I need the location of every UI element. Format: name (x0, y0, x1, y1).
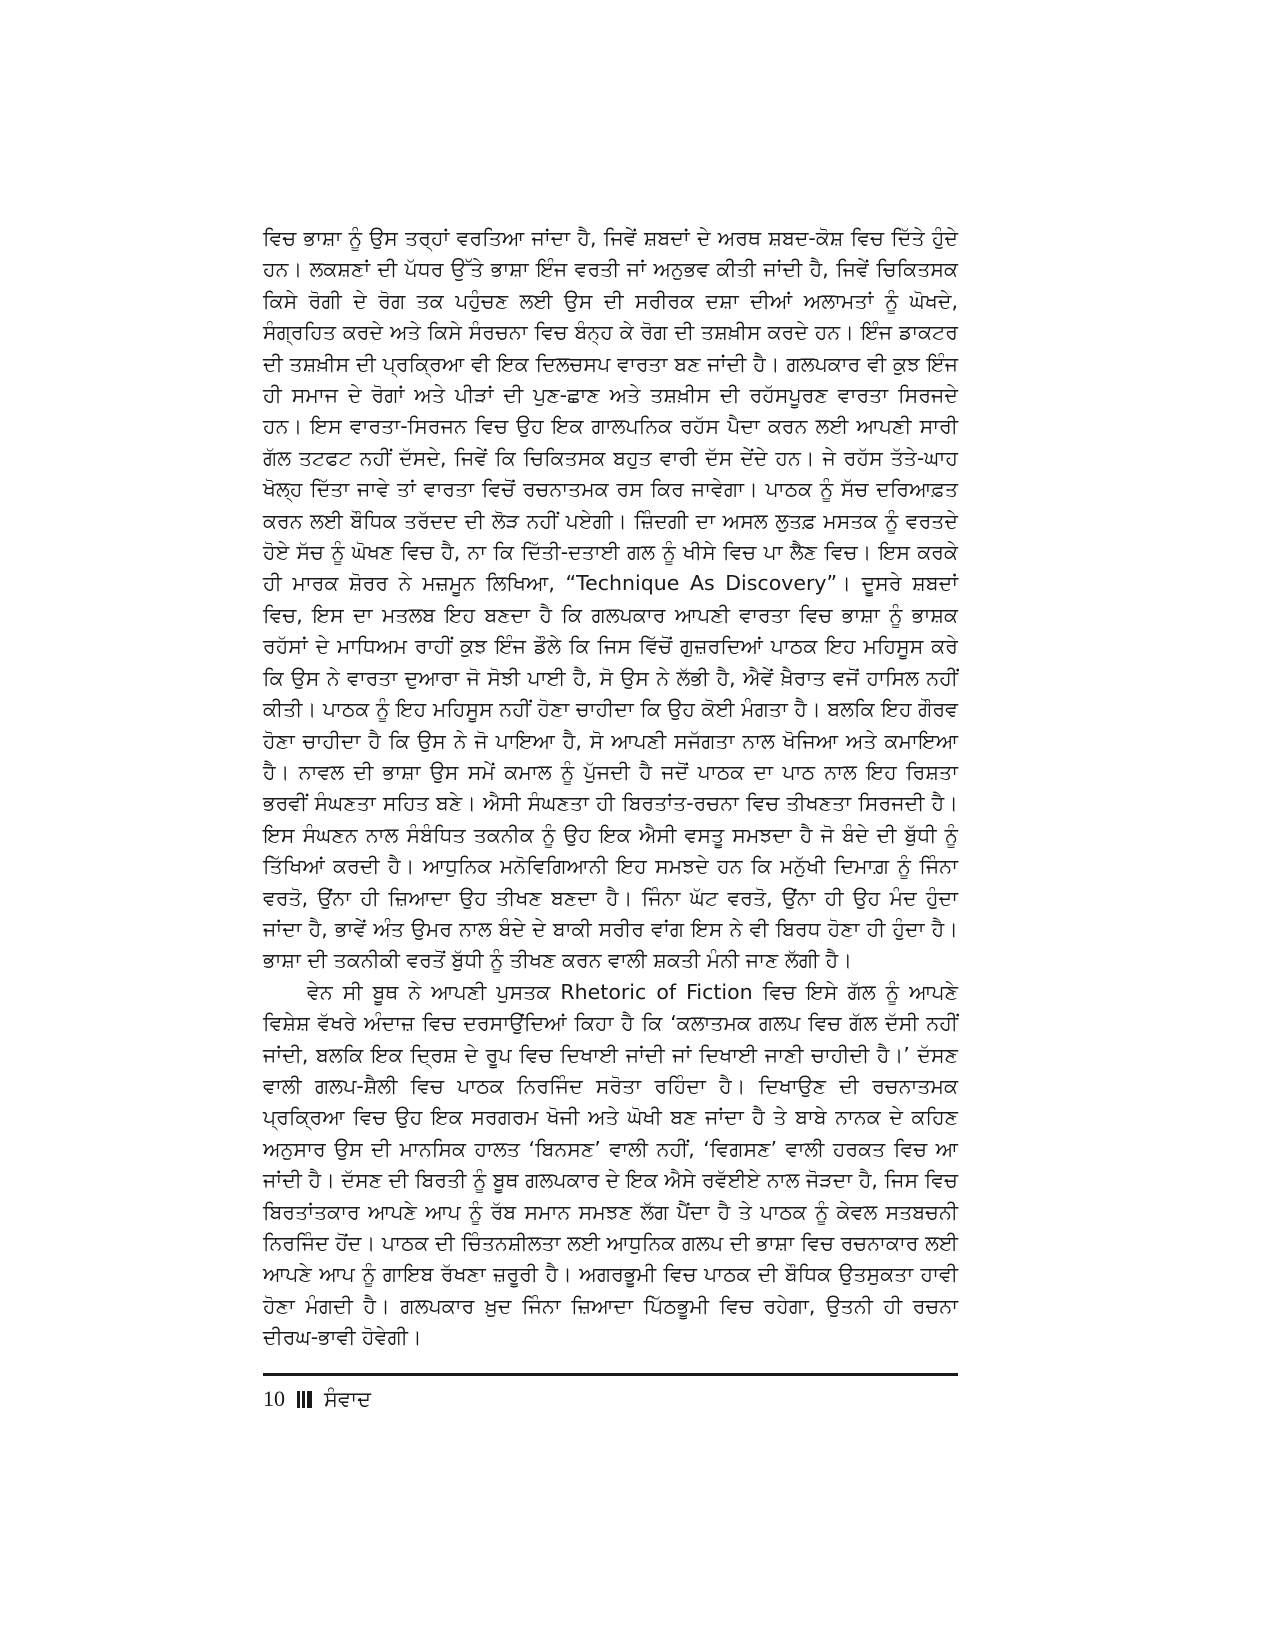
journal-name: ਸੰਵਾਦ (324, 1386, 372, 1411)
page-footer (263, 1384, 371, 1414)
paragraph-2: ਵੇਨ ਸੀ ਬੂਥ ਨੇ ਆਪਣੀ ਪੁਸਤਕ Rhetoric of Fiction ਵਿਚ ਇਸੇ ਗੱਲ ਨੂੰ ਆਪਣੇ ਵਿਸ਼ੇਸ਼ ਵੱਖਰੇ ਅੰਦਾਜ਼ ਵਿਚ ਦਰਸਾਉਂਦਿਆਂ ਕਿਹਾ ਹੈ ਕਿ ‘ਕਲਾਤਮਕ ਗਲਪ ਵਿਚ ਗੱਲ ਦੱਸੀ ਨਹੀਂ ਜਾਂਦੀ, ਬਲਕਿ ਇਕ ਦ੍ਰਿਸ਼ ਦੇ ਰੂਪ ਵਿਚ ਦਿਖਾਈ ਜਾਂਦੀ ਜਾਂ ਦਿਖਾਈ ਜਾਣੀ ਚਾਹੀਦੀ ਹੈ।’ ਦੱਸਣ ਵਾਲੀ ਗਲਪ-ਸ਼ੈਲੀ ਵਿਚ ਪਾਠਕ ਨਿਰਜਿੰਦ ਸਰੋਤਾ ਰਹਿੰਦਾ ਹੈ। ਦਿਖਾਉਣ ਦੀ ਰਚਨਾਤਮਕ ਪ੍ਰਕ੍ਰਿਆ ਵਿਚ ਉਹ ਇਕ ਸਰਗਰਮ ਖੋਜੀ ਅਤੇ ਘੋਖੀ ਬਣ ਜਾਂਦਾ ਹੈ ਤੇ ਬਾਬੇ ਨਾਨਕ ਦੇ ਕਹਿਣ ਅਨੁਸਾਰ ਉਸ ਦੀ ਮਾਨਸਿਕ ਹਾਲਤ ‘ਬਿਨਸਣ’ ਵਾਲੀ ਨਹੀਂ, ‘ਵਿਗਸਣ’ ਵਾਲੀ ਹਰਕਤ ਵਿਚ ਆ ਜਾਂਦੀ ਹੈ। ਦੱਸਣ ਦੀ ਬਿਰਤੀ ਨੂੰ ਬੂਥ ਗਲਪਕਾਰ ਦੇ ਇਕ ਐਸੇ ਰਵੱਈਏ ਨਾਲ ਜੋੜਦਾ ਹੈ, ਜਿਸ ਵਿਚ ਬਿਰਤਾਂਤਕਾਰ ਆਪਣੇ ਆਪ ਨੂੰ ਰੱਬ ਸਮਾਨ ਸਮਝਣ ਲੱਗ ਪੈਂਦਾ ਹੈ ਤੇ ਪਾਠਕ ਨੂੰ ਕੇਵਲ ਸਤਬਚਨੀ ਨਿਰਜਿੰਦ ਹੋਂਦ। ਪਾਠਕ ਦੀ ਚਿੰਤਨਸ਼ੀਲਤਾ ਲਈ ਆਧੁਨਿਕ ਗਲਪ ਦੀ ਭਾਸ਼ਾ ਵਿਚ ਰਚਨਾਕਾਰ ਲਈ ਆਪਣੇ ਆਪ ਨੂੰ ਗਾਇਬ ਰੱਖਣਾ ਜ਼ਰੂਰੀ ਹੈ। ਅਗਰਭੂਮੀ ਵਿਚ ਪਾਠਕ ਦੀ ਬੌਧਿਕ ਉਤਸੁਕਤਾ ਹਾਵੀ ਹੋਣਾ ਮੰਗਦੀ ਹੈ। ਗਲਪਕਾਰ ਖ਼ੁਦ ਜਿੰਨਾ ਜ਼ਿਆਦਾ ਪਿੱਠਭੂਮੀ ਵਿਚ ਰਹੇਗਾ, ਉਤਨੀ ਹੀ ਰਚਨਾ ਦੀਰਘ-ਭਾਵੀ ਹੋਵੇਗੀ। (263, 979, 958, 1350)
paragraph-1: ਵਿਚ ਭਾਸ਼ਾ ਨੂੰ ਉਸ ਤਰ੍ਹਾਂ ਵਰਤਿਆ ਜਾਂਦਾ ਹੈ, ਜਿਵੇਂ ਸ਼ਬਦਾਂ ਦੇ ਅਰਥ ਸ਼ਬਦ-ਕੋਸ਼ ਵਿਚ ਦਿੱਤੇ ਹੁੰਦੇ ਹਨ। ਲਕਸ਼ਣਾਂ ਦੀ ਪੱਧਰ ਉੱਤੇ ਭਾਸ਼ਾ ਇੰਜ ਵਰਤੀ ਜਾਂ ਅਨੁਭਵ ਕੀਤੀ ਜਾਂਦੀ ਹੈ, ਜਿਵੇਂ ਚਿਕਿਤਸਕ ਕਿਸੇ ਰੋਗੀ ਦੇ ਰੋਗ ਤਕ ਪਹੁੰਚਣ ਲਈ ਉਸ ਦੀ ਸਰੀਰਕ ਦਸ਼ਾ ਦੀਆਂ ਅਲਾਮਤਾਂ ਨੂੰ ਘੋਖਦੇ, ਸੰਗ੍ਰਹਿਤ ਕਰਦੇ ਅਤੇ ਕਿਸੇ ਸੰਰਚਨਾ ਵਿਚ ਬੰਨ੍ਹ ਕੇ ਰੋਗ ਦੀ ਤਸ਼ਖ਼ੀਸ ਕਰਦੇ ਹਨ। ਇੰਜ ਡਾਕਟਰ ਦੀ ਤਸ਼ਖ਼ੀਸ ਦੀ ਪ੍ਰਕ੍ਰਿਆ ਵੀ ਇਕ ਦਿਲਚਸਪ ਵਾਰਤਾ ਬਣ ਜਾਂਦੀ ਹੈ। ਗਲਪਕਾਰ ਵੀ ਕੁਝ ਇੰਜ ਹੀ ਸਮਾਜ ਦੇ ਰੋਗਾਂ ਅਤੇ ਪੀੜਾਂ ਦੀ ਪੁਣ-ਛਾਣ ਅਤੇ ਤਸ਼ਖ਼ੀਸ ਦੀ ਰਹੱਸਪੂਰਣ ਵਾਰਤਾ ਸਿਰਜਦੇ ਹਨ। ਇਸ ਵਾਰਤਾ-ਸਿਰਜਨ ਵਿਚ ਉਹ ਇਕ ਗਾਲਪਨਿਕ ਰਹੱਸ ਪੈਦਾ ਕਰਨ ਲਈ ਆਪਣੀ ਸਾਰੀ ਗੱਲ ਤਟਫਟ ਨਹੀਂ ਦੱਸਦੇ, ਜਿਵੇਂ ਕਿ ਚਿਕਿਤਸਕ ਬਹੁਤ ਵਾਰੀ ਦੱਸ ਦੇਂਦੇ ਹਨ। ਜੇ ਰਹੱਸ ਤੱਤੇ-ਘਾਹ ਖੋਲ੍ਹ ਦਿੱਤਾ ਜਾਵੇ ਤਾਂ ਵਾਰਤਾ ਵਿਚੋਂ ਰਚਨਾਤਮਕ ਰਸ ਕਿਰ ਜਾਵੇਗਾ। ਪਾਠਕ ਨੂੰ ਸੱਚ ਦਰਿਆਫ਼ਤ ਕਰਨ ਲਈ ਬੌਧਿਕ ਤਰੱਦਦ ਦੀ ਲੋੜ ਨਹੀਂ ਪਏਗੀ। ਜ਼ਿੰਦਗੀ ਦਾ ਅਸਲ ਲੁਤਫ਼ ਮਸਤਕ ਨੂੰ ਵਰਤਦੇ ਹੋਏ ਸੱਚ ਨੂੰ ਘੋਖਣ ਵਿਚ ਹੈ, ਨਾ ਕਿ ਦਿੱਤੀ-ਦਤਾਈ ਗਲ ਨੂੰ ਖੀਸੇ ਵਿਚ ਪਾ ਲੈਣ ਵਿਚ। ਇਸ ਕਰਕੇ ਹੀ ਮਾਰਕ ਸ਼ੋਰਰ ਨੇ ਮਜ਼ਮੂਨ ਲਿਖਿਆ, “Technique As Discovery”। ਦੂਸਰੇ ਸ਼ਬਦਾਂ ਵਿਚ, ਇਸ ਦਾ ਮਤਲਬ ਇਹ ਬਣਦਾ ਹੈ ਕਿ ਗਲਪਕਾਰ ਆਪਣੀ ਵਾਰਤਾ ਵਿਚ ਭਾਸ਼ਾ ਨੂੰ ਭਾਸ਼ਕ ਰਹੱਸਾਂ ਦੇ ਮਾਧਿਅਮ ਰਾਹੀਂ ਕੁਝ ਇੰਜ ਡੌਲੇ ਕਿ ਜਿਸ ਵਿੱਚੋਂ ਗੁਜ਼ਰਦਿਆਂ ਪਾਠਕ ਇਹ ਮਹਿਸੂਸ ਕਰੇ ਕਿ ਉਸ ਨੇ ਵਾਰਤਾ ਦੁਆਰਾ ਜੋ ਸੋਝੀ ਪਾਈ ਹੈ, ਸੋ ਉਸ ਨੇ ਲੱਭੀ ਹੈ, ਐਵੇਂ ਖ਼ੈਰਾਤ ਵਜੋਂ ਹਾਸਿਲ ਨਹੀਂ ਕੀਤੀ। ਪਾਠਕ ਨੂੰ ਇਹ ਮਹਿਸੂਸ ਨਹੀਂ ਹੋਣਾ ਚਾਹੀਦਾ ਕਿ ਉਹ ਕੋਈ ਮੰਗਤਾ ਹੈ। ਬਲਕਿ ਇਹ ਗੌਰਵ ਹੋਣਾ ਚਾਹੀਦਾ ਹੈ ਕਿ ਉਸ ਨੇ ਜੋ ਪਾਇਆ ਹੈ, ਸੋ ਆਪਣੀ ਸਜੱਗਤਾ ਨਾਲ ਖੋਜਿਆ ਅਤੇ ਕਮਾਇਆ ਹੈ। ਨਾਵਲ ਦੀ ਭਾਸ਼ਾ ਉਸ ਸਮੇਂ ਕਮਾਲ ਨੂੰ ਪੁੱਜਦੀ ਹੈ ਜਦੋਂ ਪਾਠਕ ਦਾ ਪਾਠ ਨਾਲ ਇਹ ਰਿਸ਼ਤਾ ਭਰਵੀਂ ਸੰਘਣਤਾ ਸਹਿਤ ਬਣੇ। ਐਸੀ ਸੰਘਣਤਾ ਹੀ ਬਿਰਤਾਂਤ-ਰਚਨਾ ਵਿਚ ਤੀਖਣਤਾ ਸਿਰਜਦੀ ਹੈ। ਇਸ ਸੰਘਣਨ ਨਾਲ ਸੰਬੰਧਿਤ ਤਕਨੀਕ ਨੂੰ ਉਹ ਇਕ ਐਸੀ ਵਸਤੂ ਸਮਝਦਾ ਹੈ ਜੋ ਬੰਦੇ ਦੀ ਬੁੱਧੀ ਨੂੰ ਤਿੱਖਿਆਂ ਕਰਦੀ ਹੈ। ਆਧੁਨਿਕ ਮਨੋਵਿਗਿਆਨੀ ਇਹ ਸਮਝਦੇ ਹਨ ਕਿ ਮਨੁੱਖੀ ਦਿਮਾਗ਼ ਨੂੰ ਜਿੰਨਾ ਵਰਤੋ, ਉਂਨਾ ਹੀ ਜ਼ਿਆਦਾ ਉਹ ਤੀਖਣ ਬਣਦਾ ਹੈ। ਜਿੰਨਾ ਘੱਟ ਵਰਤੋ, ਉਂਨਾ ਹੀ ਉਹ ਮੰਦ ਹੁੰਦਾ ਜਾਂਦਾ ਹੈ, ਭਾਵੇਂ ਅੰਤ ਉਮਰ ਨਾਲ ਬੰਦੇ ਦੇ ਬਾਕੀ ਸਰੀਰ ਵਾਂਗ ਇਸ ਨੇ ਵੀ ਬਿਰਧ ਹੋਣਾ ਹੀ ਹੁੰਦਾ ਹੈ। ਭਾਸ਼ਾ ਦੀ ਤਕਨੀਕੀ ਵਰਤੋਂ ਬੁੱਧੀ ਨੂੰ ਤੀਖਣ ਕਰਨ ਵਾਲੀ ਸ਼ਕਤੀ ਮੰਨੀ ਜਾਣ ਲੱਗੀ ਹੈ। (263, 226, 958, 973)
footer-divider (263, 1373, 958, 1376)
body-text (263, 223, 958, 1354)
three-vertical-bars-icon (297, 1391, 312, 1408)
page-number: 10 (263, 1386, 285, 1411)
